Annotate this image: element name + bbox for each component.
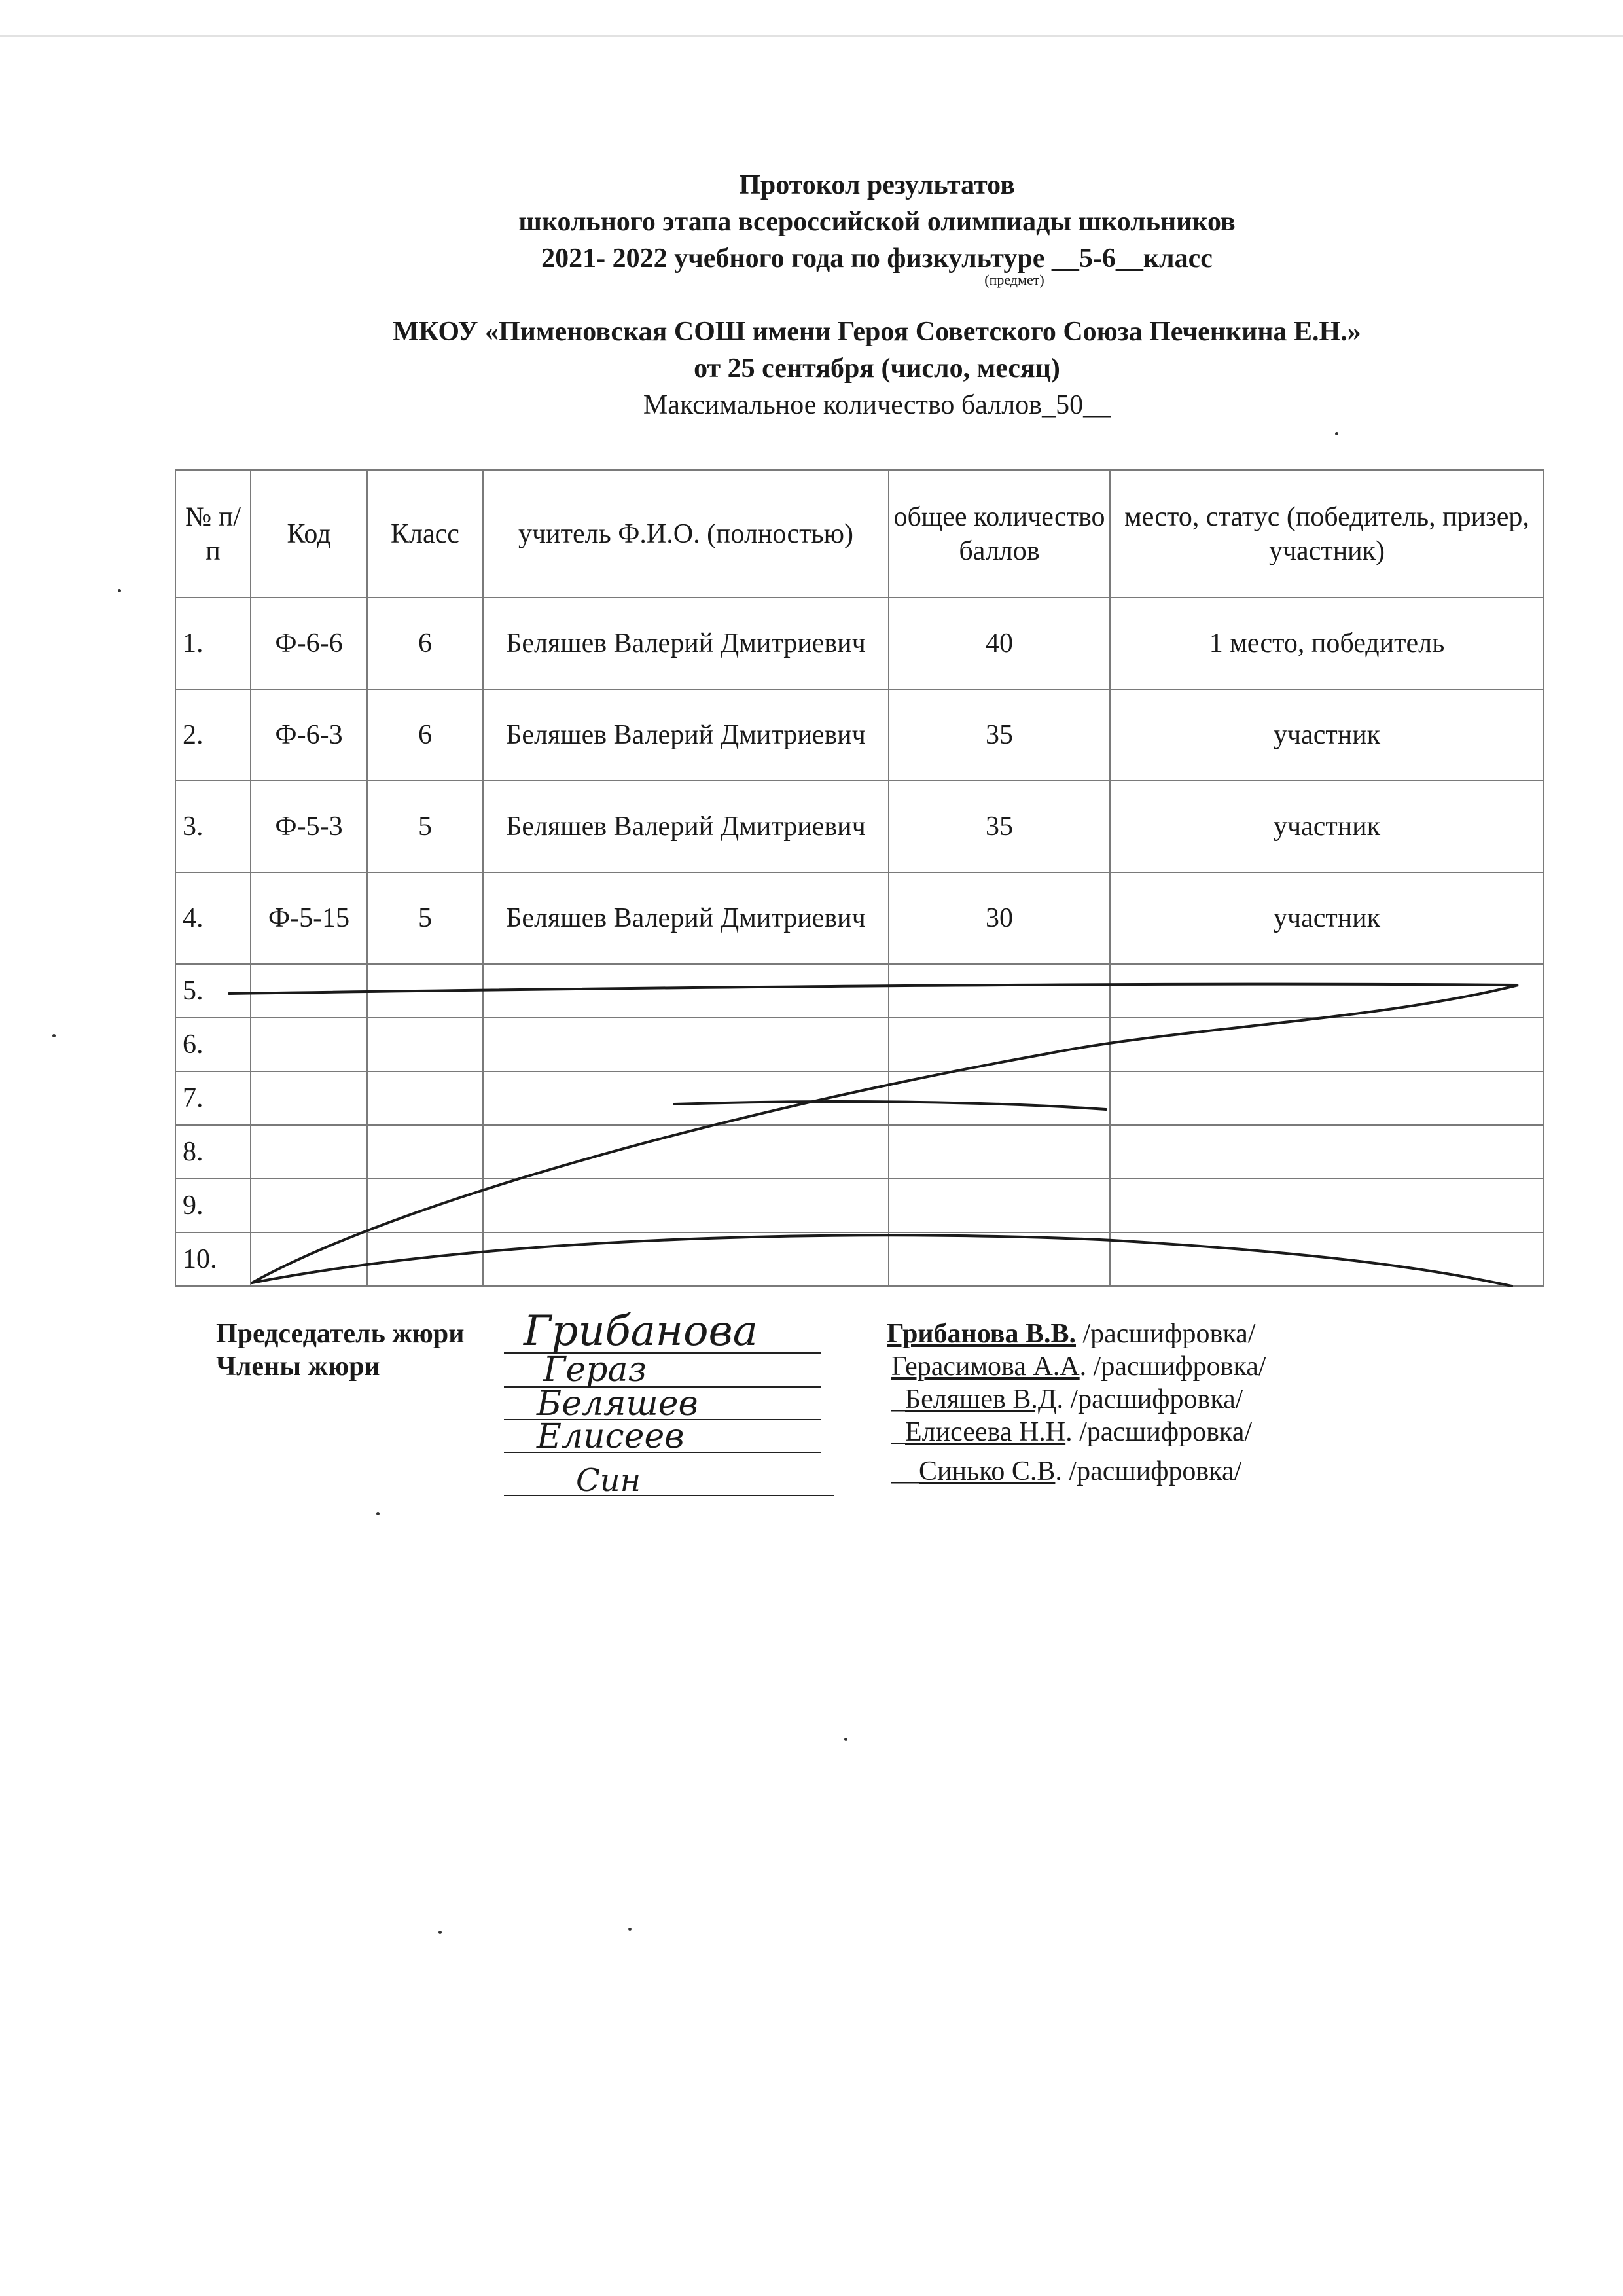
handwritten-signature: Грибанова: [524, 1307, 758, 1355]
header-cell: № п/п: [175, 470, 251, 598]
handwritten-signature: Беляшев: [537, 1384, 698, 1424]
participant-code: Ф-6-6: [251, 598, 367, 689]
max-score-line: Максимальное количество баллов_50__: [643, 390, 1111, 420]
row-number: 7.: [175, 1071, 251, 1125]
transcript-suffix: /расшифровка/: [1072, 1417, 1253, 1447]
handwritten-signature: Гераз: [543, 1350, 647, 1390]
empty-row: [175, 1018, 1544, 1071]
empty-row: [175, 1179, 1544, 1232]
row-number: 5.: [175, 964, 251, 1018]
members-label: Члены жюри: [216, 1352, 380, 1382]
scan-speck: [118, 589, 121, 592]
chair-name-line: [887, 1317, 1255, 1351]
transcript-suffix: /расшифровка/: [1086, 1352, 1266, 1382]
scan-edge-line: [0, 35, 1623, 37]
participant-code: Ф-5-3: [251, 781, 367, 872]
table-row: [175, 781, 1544, 872]
title-line-2: школьного этапа всероссийской олимпиады школьников: [518, 207, 1236, 237]
empty-row: [175, 964, 1544, 1018]
empty-row: [175, 1232, 1544, 1286]
teacher-name: Беляшев Валерий Дмитриевич: [483, 781, 889, 872]
row-number: 4.: [175, 872, 251, 964]
table-row: [175, 598, 1544, 689]
score: 35: [889, 689, 1110, 781]
member-name: Елисеева Н.Н: [905, 1417, 1066, 1447]
grade: 6: [367, 598, 483, 689]
subject-hint: (предмет): [984, 272, 1044, 288]
scan-speck: [376, 1512, 380, 1515]
grade: 5: [367, 781, 483, 872]
title-line-3: 2021- 2022 учебного года по физкультуре __5-6__класс: [541, 243, 1213, 274]
transcript-suffix: /расшифровка/: [1076, 1319, 1256, 1349]
score: 40: [889, 598, 1110, 689]
member-name-line: _Беляшев В.Д. /расшифровка/: [891, 1384, 1243, 1414]
empty-row: [175, 1125, 1544, 1179]
participant-code: Ф-6-3: [251, 689, 367, 781]
transcript-suffix: /расшифровка/: [1063, 1384, 1243, 1414]
status: участник: [1110, 689, 1544, 781]
participant-code: Ф-5-15: [251, 872, 367, 964]
header-cell: Класс: [367, 470, 483, 598]
scan-speck: [438, 1931, 442, 1934]
member-name-line: __Синько С.В. /расшифровка/: [891, 1456, 1242, 1486]
signature-line: [504, 1386, 821, 1388]
header-cell: место, статус (победитель, призер, участник): [1110, 470, 1544, 598]
scan-speck: [1335, 432, 1338, 435]
member-name: Герасимова А.А: [891, 1352, 1080, 1382]
header-cell: учитель Ф.И.О. (полностью): [483, 470, 889, 598]
scan-speck: [52, 1034, 56, 1037]
table-row: [175, 872, 1544, 964]
document-header: [157, 167, 1597, 423]
header-cell: Код: [251, 470, 367, 598]
results-table: [175, 469, 1544, 1287]
empty-row: [175, 1071, 1544, 1125]
chair-label: Председатель жюри: [216, 1319, 465, 1349]
row-number: 2.: [175, 689, 251, 781]
teacher-name: Беляшев Валерий Дмитриевич: [483, 598, 889, 689]
row-number: 8.: [175, 1125, 251, 1179]
status: 1 место, победитель: [1110, 598, 1544, 689]
member-name-line: Герасимова А.А. /расшифровка/: [891, 1352, 1266, 1382]
table-header-row: [175, 470, 1544, 598]
header-cell: общее количество баллов: [889, 470, 1110, 598]
grade: 5: [367, 872, 483, 964]
school-name: МКОУ «Пименовская СОШ имени Героя Советского Союза Печенкина Е.Н.»: [393, 317, 1361, 347]
signature-line: [504, 1352, 821, 1354]
score: 30: [889, 872, 1110, 964]
row-number: 6.: [175, 1018, 251, 1071]
row-number: 1.: [175, 598, 251, 689]
status: участник: [1110, 781, 1544, 872]
grade: 6: [367, 689, 483, 781]
row-number: 10.: [175, 1232, 251, 1286]
signature-line: [504, 1452, 821, 1453]
member-name-line: _Елисеева Н.Н. /расшифровка/: [891, 1417, 1253, 1447]
member-name: Синько С.В: [919, 1456, 1056, 1486]
chair-name: Грибанова В.В.: [887, 1319, 1076, 1349]
scan-speck: [844, 1738, 847, 1741]
handwritten-signature: Син: [576, 1462, 641, 1499]
row-number: 3.: [175, 781, 251, 872]
table-row: [175, 689, 1544, 781]
signature-line: [504, 1419, 821, 1420]
member-name: Беляшев В.Д: [905, 1384, 1057, 1414]
score: 35: [889, 781, 1110, 872]
transcript-suffix: /расшифровка/: [1061, 1456, 1242, 1486]
teacher-name: Беляшев Валерий Дмитриевич: [483, 689, 889, 781]
scan-speck: [628, 1928, 632, 1931]
title-line-1: Протокол результатов: [739, 170, 1015, 200]
status: участник: [1110, 872, 1544, 964]
handwritten-signature: Елисеев: [537, 1417, 685, 1456]
signature-line: [504, 1495, 834, 1496]
row-number: 9.: [175, 1179, 251, 1232]
teacher-name: Беляшев Валерий Дмитриевич: [483, 872, 889, 964]
date-line: от 25 сентября (число, месяц): [694, 353, 1060, 384]
